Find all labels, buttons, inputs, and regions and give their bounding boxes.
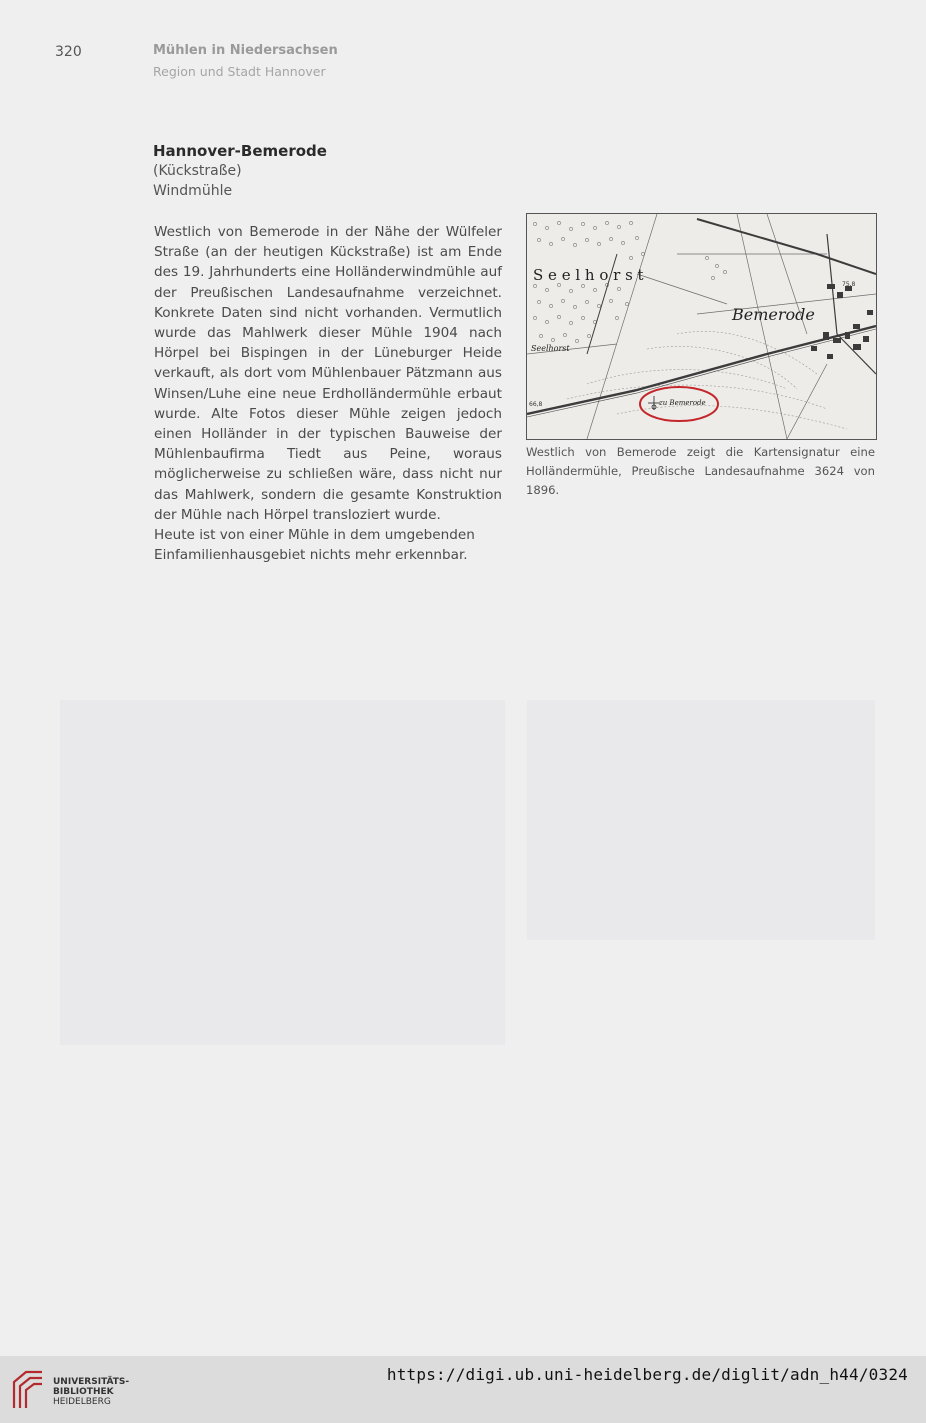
body-paragraph: Heute ist von einer Mühle in dem umgebenden Einfamilienhausgebiet nichts mehr erkennbar. [154, 527, 475, 564]
map-label-seelhorst: S e e l h o r s t [533, 266, 644, 284]
running-subtitle: Region und Stadt Hannover [153, 64, 326, 79]
show-through-area [527, 700, 875, 940]
map-label-zu-bemerode: zu Bemerode [659, 399, 706, 407]
historic-map [527, 214, 876, 439]
show-through-area [60, 700, 505, 1045]
entry-street: (Kückstraße) [153, 163, 242, 179]
entry-title: Hannover-Bemerode [153, 142, 327, 160]
ub-heidelberg-logo-icon [8, 1368, 46, 1410]
figure-caption: Westlich von Bemerode zeigt die Kartensignatur eine Holländermühle, Preußische Landesaufnahme 3624 von 1896. [526, 445, 875, 497]
historic-map-figure [526, 213, 877, 440]
map-label-seelhorst-small: Seelhorst [531, 344, 570, 353]
map-label-elevation: 75,8 [842, 281, 856, 288]
library-name-line: HEIDELBERG [53, 1397, 111, 1407]
library-name-line: BIBLIOTHEK [53, 1387, 114, 1397]
map-label-bemerode: Bemerode [732, 305, 815, 324]
entry-type: Windmühle [153, 183, 233, 199]
running-title: Mühlen in Niedersachsen [153, 43, 338, 58]
library-name [53, 1377, 129, 1407]
library-name-line: UNIVERSITÄTS- [53, 1377, 130, 1387]
permalink-url[interactable]: https://digi.ub.uni-heidelberg.de/diglit/adn_h44/0324 [386, 1365, 908, 1384]
footer-bar [0, 1356, 926, 1423]
page-number: 320 [55, 44, 82, 60]
body-text [154, 222, 502, 565]
body-paragraph: Westlich von Bemerode in der Nähe der Wülfeler Straße (an der heutigen Kückstraße) ist am Ende des 19. Jahrhunderts eine Holländerwindmühle auf der Preußischen Landesaufnahme verzeichnet. Konkrete Daten sind nicht vorhanden. Vermutlich wurde das Mahlwerk dieser Mühle 1904 nach Hörpel bei Bispingen in der Lüneburger Heide verkauft, als dort vom Mühlenbauer Pätzmann aus Winsen/Luhe eine neue Erdholländermühle erbaut wurde. Alte Fotos dieser Mühle zeigen jedoch einen Holländer in der typischen Bauweise der Mühlenbaufirma Tiedt aus Peine, woraus möglicherweise zu schließen wäre, dass nicht nur das Mahlwerk, sondern die gesamte Konstruktion der Mühle nach Hörpel transloziert wurde. [154, 224, 502, 523]
map-label-elevation: 66,8 [529, 401, 543, 408]
